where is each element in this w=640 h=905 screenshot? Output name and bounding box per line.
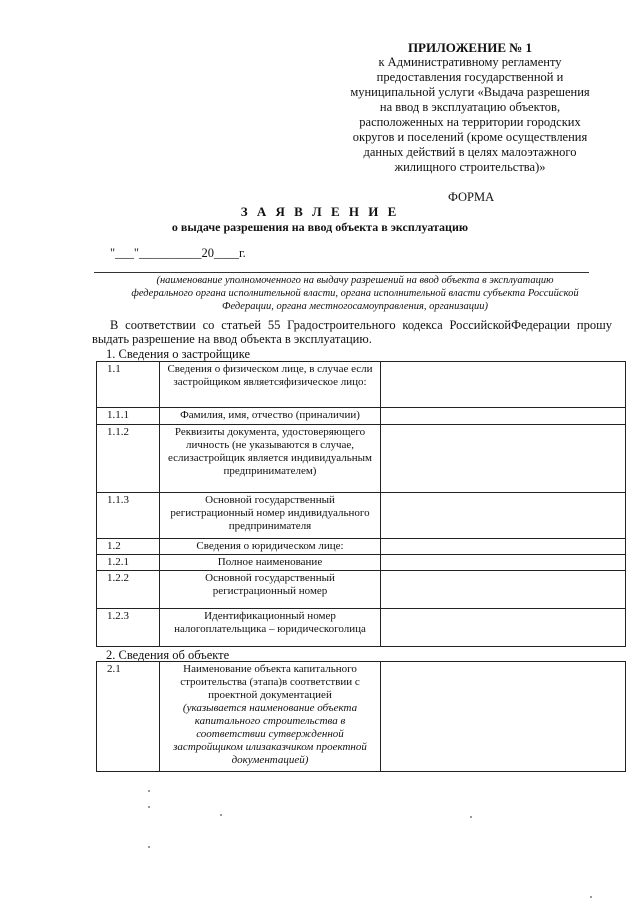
- row-number: 1.1.3: [97, 493, 160, 539]
- table-row: [97, 362, 626, 408]
- appendix-line: муниципальной услуги «Выдача разрешения: [350, 85, 590, 99]
- authority-note-line: (наименование уполномоченного на выдачу разрешений на ввод объекта в эксплуатацию: [156, 275, 554, 286]
- request-text: В соответствии со статьей 55 Градостроительного кодекса РоссийскойФедерации прошу выдать разрешение на ввод объекта в эксплуатацию.: [92, 318, 612, 346]
- row-label: Основной государственный регистрационный номер: [160, 571, 381, 609]
- date-field[interactable]: "___"__________20____г.: [110, 246, 246, 260]
- table-row: [97, 539, 626, 555]
- row-label: Идентификационный номер налогоплательщика – юридическоголица: [160, 609, 381, 647]
- row-value-field[interactable]: [381, 493, 626, 539]
- row-label: Фамилия, имя, отчество (приналичии): [160, 408, 381, 425]
- row-value-field[interactable]: [381, 539, 626, 555]
- row-number: 1.2: [97, 539, 160, 555]
- row-label: Сведения о физическом лице, в случае если застройщиком являетсяфизическое лицо:: [160, 362, 381, 408]
- row-number: 1.1.1: [97, 408, 160, 425]
- table-row: [97, 571, 626, 609]
- scan-speck: [148, 846, 150, 848]
- row-label: Реквизиты документа, удостоверяющего личность (не указываются в случае, еслизастройщик является индивидуальным предпринимателем): [160, 425, 381, 493]
- table-row: [97, 425, 626, 493]
- row-label: Основной государственный регистрационный номер индивидуального предпринимателя: [160, 493, 381, 539]
- row-number: 1.2.3: [97, 609, 160, 647]
- row-label: Полное наименование: [160, 555, 381, 571]
- document-subtitle: о выдаче разрешения на ввод объекта в эксплуатацию: [171, 220, 469, 234]
- appendix-line: округов и поселений (кроме осуществления: [352, 130, 588, 144]
- scan-speck: [148, 806, 150, 808]
- applicant-table: [96, 361, 626, 647]
- row-value-field[interactable]: [381, 408, 626, 425]
- authority-name-line[interactable]: [94, 272, 589, 273]
- row-value-field[interactable]: [381, 425, 626, 493]
- document-title: З А Я В Л Е Н И Е: [240, 204, 400, 219]
- table-row: [97, 662, 626, 772]
- appendix-header: [340, 40, 600, 175]
- appendix-line: жилищного строительства)»: [394, 160, 546, 174]
- table-row: [97, 609, 626, 647]
- appendix-title: ПРИЛОЖЕНИЕ № 1: [407, 40, 533, 55]
- section-heading: 2. Сведения об объекте: [106, 648, 230, 662]
- table-row: [97, 493, 626, 539]
- row-number: 1.1: [97, 362, 160, 408]
- row-label: Сведения о юридическом лице:: [160, 539, 381, 555]
- appendix-line: предоставления государственной и: [376, 70, 564, 84]
- form-label: ФОРМА: [448, 190, 495, 204]
- row-label-text: Наименование объекта капитального строительства (этапа)в соответствии с проектной документацией: [180, 663, 360, 701]
- scan-speck: [148, 790, 150, 792]
- scan-speck: [470, 816, 472, 818]
- table-row: [97, 408, 626, 425]
- authority-note-line: федерального органа исполнительной власти, органа исполнительной власти субъекта Российской: [131, 288, 579, 299]
- scan-speck: [220, 814, 222, 816]
- row-value-field[interactable]: [381, 362, 626, 408]
- row-number: 1.2.2: [97, 571, 160, 609]
- row-value-field[interactable]: [381, 571, 626, 609]
- row-value-field[interactable]: [381, 662, 626, 772]
- row-value-field[interactable]: [381, 555, 626, 571]
- appendix-line: расположенных на территории городских: [359, 115, 581, 129]
- object-table: [96, 661, 626, 772]
- row-label-note: (указывается наименование объекта капитального строительства в соответствии сутвержденной застройщиком илизаказчиком проектной документацией): [173, 702, 367, 766]
- row-value-field[interactable]: [381, 609, 626, 647]
- authority-note-line: Федерации, органа местногосамоуправления, организации): [222, 301, 488, 312]
- scan-speck: [590, 896, 592, 898]
- row-number: 1.2.1: [97, 555, 160, 571]
- table-row: [97, 555, 626, 571]
- row-number: 1.1.2: [97, 425, 160, 493]
- row-number: 2.1: [97, 662, 160, 772]
- appendix-line: к Административному регламенту: [378, 55, 562, 69]
- appendix-line: на ввод в эксплуатацию объектов,: [379, 100, 561, 114]
- authority-note: [90, 274, 620, 313]
- appendix-line: данных действий в целях малоэтажного: [363, 145, 577, 159]
- row-label: [160, 662, 381, 772]
- section-heading: 1. Сведения о застройщике: [106, 347, 251, 361]
- request-paragraph: [92, 318, 612, 346]
